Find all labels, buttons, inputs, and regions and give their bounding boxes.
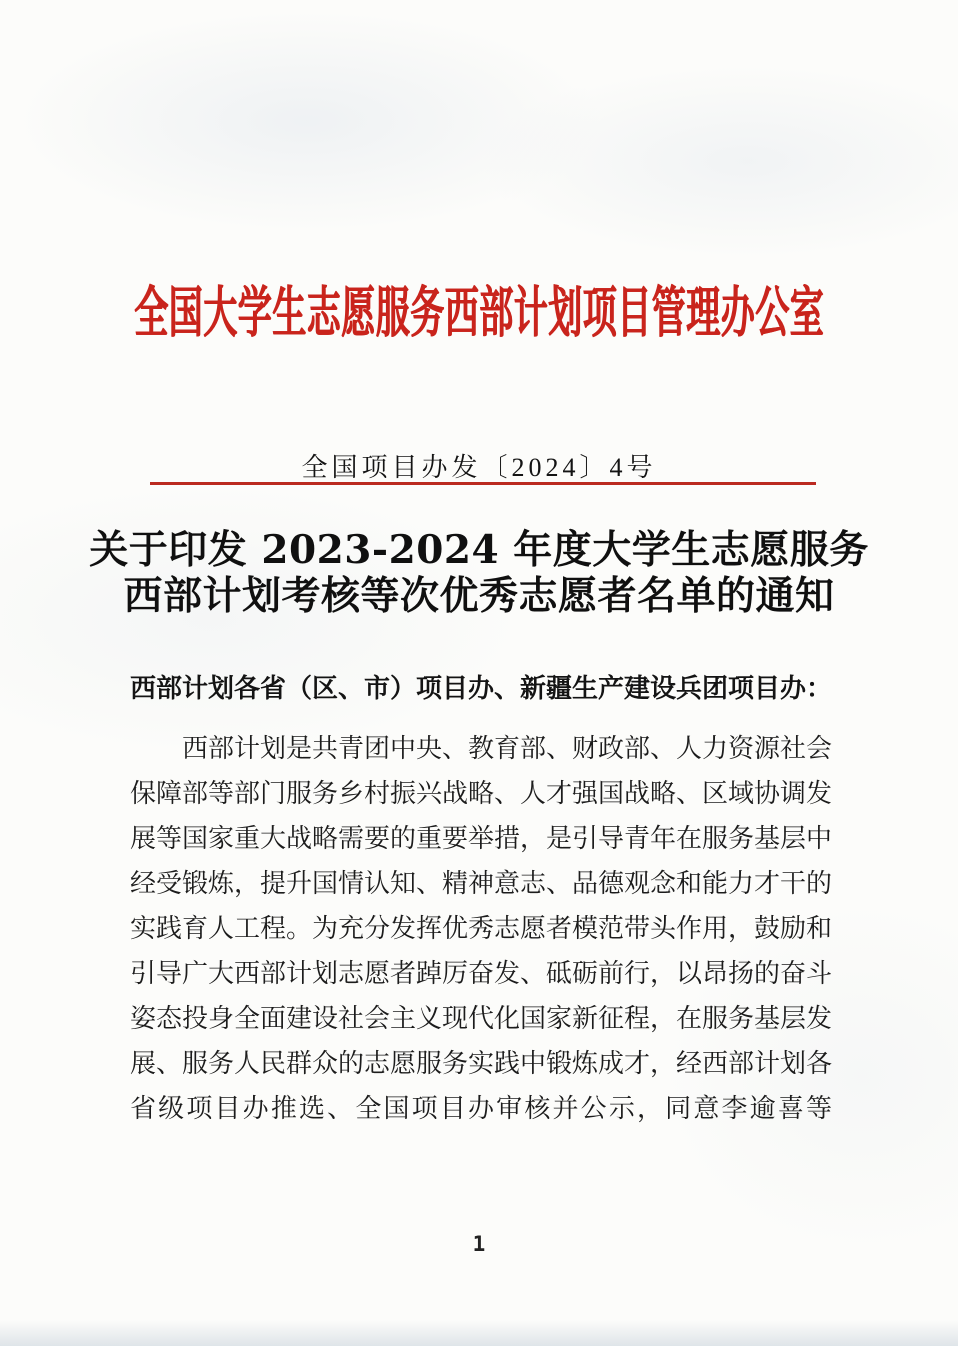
salutation-line: 西部计划各省（区、市）项目办、新疆生产建设兵团项目办： xyxy=(130,674,833,704)
document-title-line-2: 西部计划考核等次优秀志愿者名单的通知 xyxy=(123,573,835,619)
paragraph-line: 保障部等部门服务乡村振兴战略、人才强国战略、区域协调发 xyxy=(130,779,832,808)
paragraph-line: 姿态投身全面建设社会主义现代化国家新征程，在服务基层发 xyxy=(130,1004,832,1033)
document-number: 全国项目办发〔2024〕4号 xyxy=(301,453,657,482)
red-divider-line xyxy=(150,482,816,485)
paragraph-line: 引导广大西部计划志愿者踔厉奋发、砥砺前行，以昂扬的奋斗 xyxy=(130,959,832,988)
issuing-office-name: 全国大学生志愿服务西部计划项目管理办公室 xyxy=(134,281,824,346)
document-title xyxy=(0,527,958,619)
paragraph-line: 展等国家重大战略需要的重要举措，是引导青年在服务基层中 xyxy=(130,824,832,853)
document-title-line-1: 关于印发 2023-2024 年度大学生志愿服务 xyxy=(89,527,869,573)
page-number: 1 xyxy=(472,1232,486,1256)
paragraph-line: 经受锻炼，提升国情认知、精神意志、品德观念和能力才干的 xyxy=(130,869,832,898)
paragraph-line: 实践育人工程。为充分发挥优秀志愿者模范带头作用，鼓励和 xyxy=(130,914,832,943)
document-body xyxy=(130,670,832,1131)
issuing-office-header xyxy=(0,281,958,346)
paragraph-line: 西部计划是共青团中央、教育部、财政部、人力资源社会 xyxy=(182,734,832,763)
paragraph-line: 展、服务人民群众的志愿服务实践中锻炼成才，经西部计划各 xyxy=(130,1049,832,1078)
paragraph-line: 省级项目办推选、全国项目办审核并公示，同意李逾喜等 xyxy=(130,1094,832,1123)
